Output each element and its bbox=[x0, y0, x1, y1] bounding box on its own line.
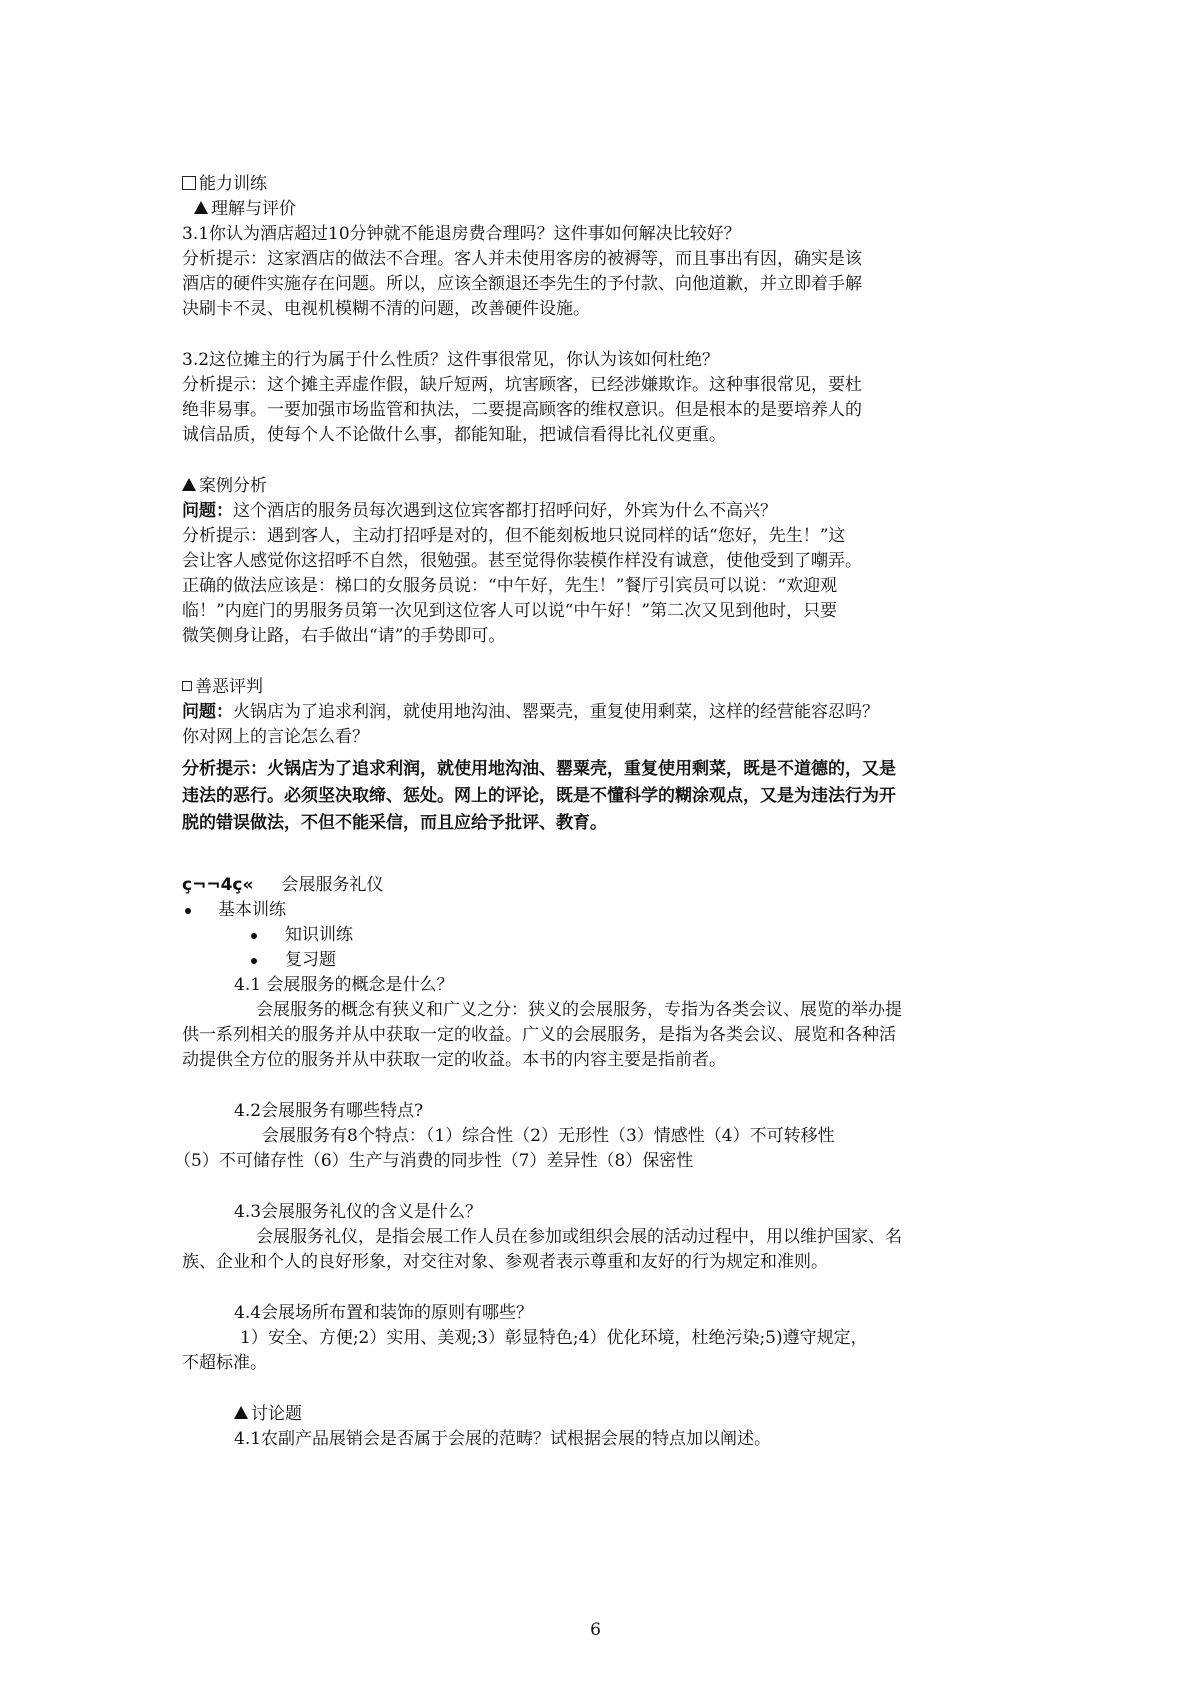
section-heading-case-analysis: 案例分析 bbox=[182, 474, 1022, 499]
answer-line: 酒店的硬件实施存在问题。所以，应该全额退还李先生的予付款、向他道歉，并立即着手解 bbox=[182, 274, 862, 294]
answer-line: 分析提示：遇到客人，主动打招呼是对的，但不能刻板地只说同样的话“您好，先生！”这 bbox=[182, 526, 846, 546]
answer-line: 决刷卡不灵、电视机模糊不清的问题，改善硬件设施。 bbox=[182, 299, 590, 319]
page-number: 6 bbox=[590, 1620, 601, 1640]
triangle-bullet-icon bbox=[182, 478, 196, 491]
question-4-3: 4.3会展服务礼仪的含义是什么？ bbox=[234, 1202, 483, 1222]
answer-line: 1）安全、方便;2）实用、美观;3）彰显特色;4）优化环境，杜绝污染;5)遵守规定， bbox=[240, 1328, 868, 1348]
question-4-2: 4.2会展服务有哪些特点? bbox=[234, 1101, 424, 1121]
answer-line: 会让客人感觉你这招呼不自然，很勉强。甚至觉得你装模作样没有诚意，使他受到了嘲弄。 bbox=[182, 551, 862, 571]
answer-line: 会展服务礼仪，是指会展工作人员在参加或组织会展的活动过程中，用以维护国家、名 bbox=[256, 1227, 902, 1247]
triangle-bullet-icon bbox=[234, 1406, 248, 1419]
answer-line: 不超标准。 bbox=[182, 1353, 267, 1373]
list-item-knowledge-training: 知识训练 bbox=[182, 923, 1022, 948]
bold-answer-line: 违法的恶行。必须坚决取缔、惩处。网上的评论，既是不懂科学的糊涂观点，又是为违法行为开 bbox=[182, 786, 896, 806]
triangle-bullet-icon bbox=[194, 201, 208, 214]
list-item-review-questions: 复习题 bbox=[182, 948, 1022, 973]
subheading-discussion: 讨论题 bbox=[234, 1402, 1022, 1427]
answer-line: 正确的做法应该是：梯口的女服务员说：“中午好，先生！”餐厅引宾员可以说：“欢迎观 bbox=[182, 576, 838, 596]
answer-line: （5）不可储存性（6）生产与消费的同步性（7）差异性（8）保密性 bbox=[174, 1151, 694, 1171]
chapter-title: 会展服务礼仪 bbox=[281, 875, 384, 895]
answer-line: 微笑侧身让路，右手做出“请”的手势即可。 bbox=[182, 626, 506, 646]
checkbox-square-icon bbox=[182, 176, 196, 190]
question-4-1: 4.1 会展服务的概念是什么？ bbox=[234, 975, 454, 995]
question-3-1: 3.1你认为酒店超过10分钟就不能退房费合理吗？这件事如何解决比较好？ bbox=[182, 224, 741, 244]
question-3-2: 3.2这位摊主的行为属于什么性质？这件事很常见，你认为该如何杜绝？ bbox=[182, 350, 720, 370]
discussion-question-4-1: 4.1农副产品展销会是否属于会展的范畴？试根据会展的特点加以阐述。 bbox=[234, 1429, 772, 1449]
section-heading-moral-judgement: 善恶评判 bbox=[182, 675, 1022, 700]
chapter-heading bbox=[182, 873, 1022, 898]
answer-line: 诚信品质，使每个人不论做什么事，都能知耻，把诚信看得比礼仪更重。 bbox=[182, 425, 726, 445]
case-question: 问题：这个酒店的服务员每次遇到这位宾客都打招呼问好，外宾为什么不高兴？ bbox=[182, 501, 777, 521]
checkbox-square-icon bbox=[182, 681, 192, 691]
chapter-number: ç¬¬4ç« bbox=[182, 875, 254, 895]
answer-line: 临！”内庭门的男服务员第一次见到这位客人可以说“中午好！”第二次又见到他时，只要 bbox=[182, 601, 838, 621]
answer-line: 供一系列相关的服务并从中获取一定的收益。广义的会展服务，是指为各类会议、展览和各种活 bbox=[182, 1025, 896, 1045]
moral-question: 问题：火锅店为了追求利润，就使用地沟油、罂粟壳，重复使用剩菜，这样的经营能容忍吗？ bbox=[182, 702, 879, 722]
bullet-dot-icon bbox=[185, 908, 191, 914]
answer-line: 动提供全方位的服务并从中获取一定的收益。本书的内容主要是指前者。 bbox=[182, 1050, 726, 1070]
question-4-4: 4.4会展场所布置和装饰的原则有哪些？ bbox=[234, 1303, 534, 1323]
moral-question-continued: 你对网上的言论怎么看？ bbox=[182, 727, 369, 747]
answer-line: 会展服务有8个特点：（1）综合性（2）无形性（3）情感性（4）不可转移性 bbox=[262, 1126, 835, 1146]
bold-answer-line: 脱的错误做法，不但不能采信，而且应给予批评、教育。 bbox=[182, 813, 607, 833]
answer-line: 会展服务的概念有狭义和广义之分：狭义的会展服务，专指为各类会议、展览的举办提 bbox=[256, 1000, 902, 1020]
answer-line: 分析提示：这个摊主弄虚作假，缺斤短两，坑害顾客，已经涉嫌欺诈。这种事很常见，要杜 bbox=[182, 375, 862, 395]
bullet-dot-icon bbox=[251, 933, 257, 939]
answer-line: 族、企业和个人的良好形象，对交往对象、参观者表示尊重和友好的行为规定和准则。 bbox=[182, 1252, 828, 1272]
section-heading-ability-training: 能力训练 bbox=[182, 172, 1022, 197]
subheading-understanding-evaluation: 理解与评价 bbox=[194, 197, 1022, 222]
answer-line: 分析提示：这家酒店的做法不合理。客人并未使用客房的被褥等，而且事出有因，确实是该 bbox=[182, 249, 862, 269]
bullet-dot-icon bbox=[251, 958, 257, 964]
answer-line: 绝非易事。一要加强市场监管和执法，二要提高顾客的维权意识。但是根本的是要培养人的 bbox=[182, 400, 862, 420]
bold-answer-line: 分析提示：火锅店为了追求利润，就使用地沟油、罂粟壳，重复使用剩菜，既是不道德的，又是 bbox=[182, 759, 896, 779]
list-item-basic-training: 基本训练 bbox=[182, 898, 1022, 923]
page-content bbox=[174, 172, 1022, 1452]
